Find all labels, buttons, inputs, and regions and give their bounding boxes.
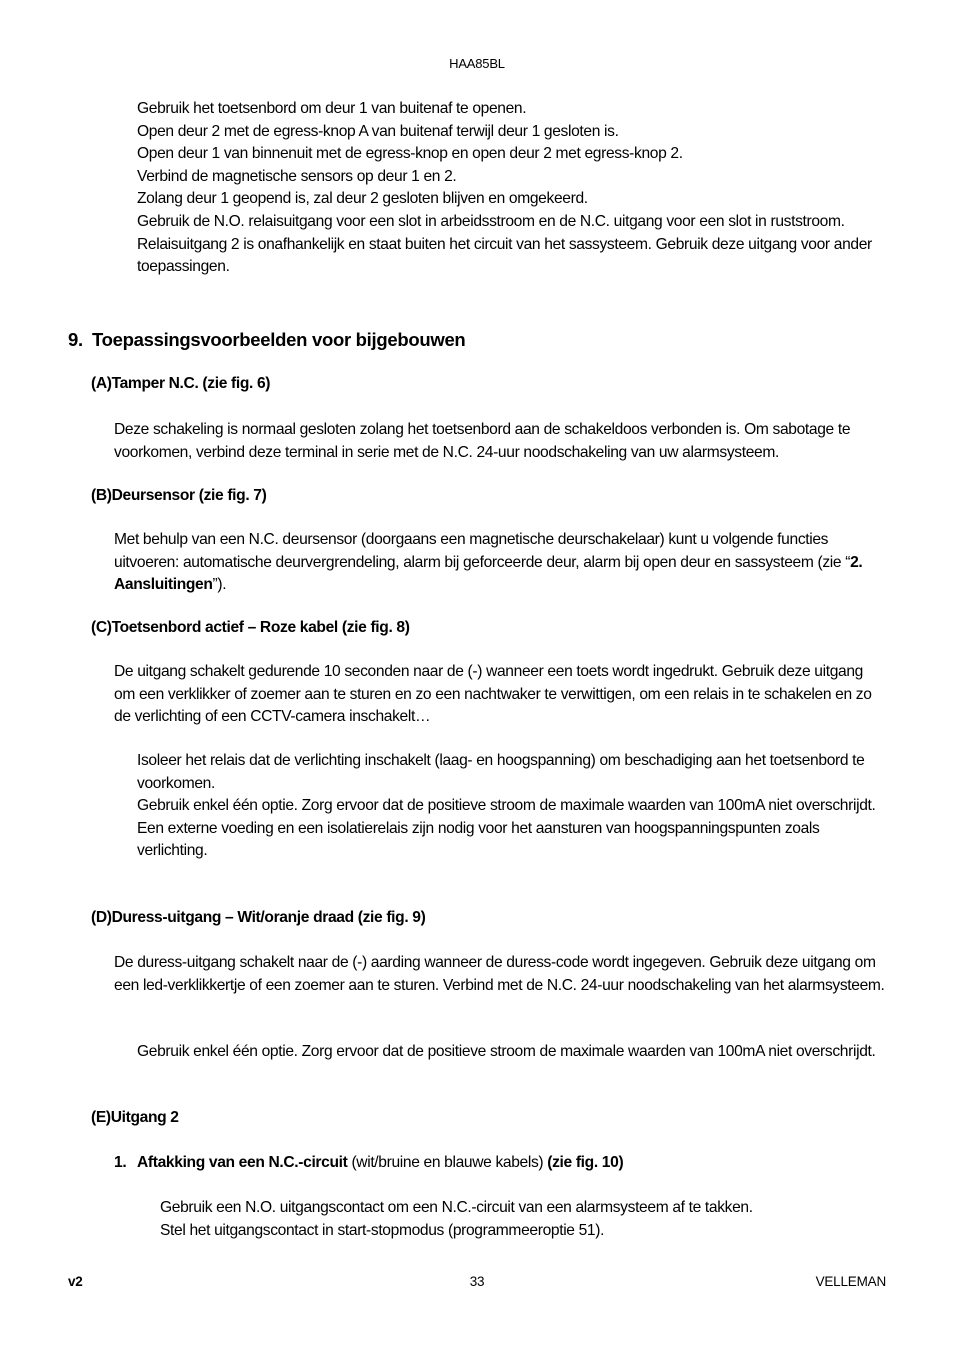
note-item: Een externe voeding en een isolatierelais zijn nodig voor het aansturen van hoogspanningspunten zoals verlichting. [137,819,820,860]
section-number: 9. [68,329,83,350]
note-item: Isoleer het relais dat de verlichting inschakelt (laag- en hoogspanning) om beschadiging aan het toetsenbord te voorkomen. [137,752,865,792]
paragraph-c: De uitgang schakelt gedurende 10 seconden naar de (-) wanneer een toets wordt ingedrukt. Gebruik deze uitgang om een verklikker of zoemer aan te sturen en zo een nachtwaker te verwittigen, om een relais in te schakelen en zo de verlichting of een CCTV-camera inschakelt… [114,663,872,726]
item-number: 1. [114,1154,127,1171]
note-d: Gebruik enkel één optie. Zorg ervoor dat de positieve stroom de maximale waarden van 100mA niet overschrijdt. [137,1043,876,1060]
intro-line: Open deur 1 van binnenuit met de egress-knop en open deur 2 met egress-knop 2. [137,145,683,163]
item-line: Gebruik een N.O. uitgangscontact om een N.C.-circuit van een alarmsysteem af te takken. [160,1199,753,1216]
intro-line: Verbind de magnetische sensors op deur 1 en 2. [137,167,457,185]
page-header-model: HAA85BL [449,56,505,71]
subheading-a: (A)Tamper N.C. (zie fig. 6) [91,375,271,392]
footer-page-number: 33 [469,1274,485,1289]
notes-c [137,750,877,863]
intro-line: Gebruik de N.O. relaisuitgang voor een slot in arbeidsstroom en de N.C. uitgang voor een slot in ruststroom. [137,212,845,230]
paragraph-d: De duress-uitgang schakelt naar de (-) aarding wanneer de duress-code wordt ingegeven. Gebruik deze uitgang om een led-verklikkertje of een zoemer aan te sturen. Verbind met de N.C. 24-uur noodschakeling van het alarmsysteem. [114,954,885,994]
section-heading [68,328,888,352]
intro-line: Open deur 2 met de egress-knop A van buitenaf terwijl deur 1 gesloten is. [137,122,619,140]
subheading-e: (E)Uitgang 2 [91,1109,179,1126]
paragraph-b [114,529,889,597]
item-description: (wit/bruine en blauwe kabels) [347,1154,548,1171]
item-e1-lines [160,1197,880,1242]
subheading-b: (B)Deursensor (zie fig. 7) [91,487,267,504]
section-title: Toepassingsvoorbeelden voor bijgebouwen [92,329,466,350]
intro-line: Relaisuitgang 2 is onafhankelijk en staat buiten het circuit van het sassysteem. Gebruik deze uitgang voor ander toepassingen. [137,235,872,276]
paragraph-a: Deze schakeling is normaal gesloten zolang het toetsenbord aan de schakeldoos verbonden is. Om sabotage te voorkomen, verbind deze terminal in serie met de N.C. 24-uur noodschakeling van uw alarmsysteem. [114,421,851,461]
intro-list [137,98,887,279]
intro-line: Zolang deur 1 geopend is, zal deur 2 gesloten blijven en omgekeerd. [137,190,588,208]
subheading-d: (D)Duress-uitgang – Wit/oranje draad (zie fig. 9) [91,909,426,926]
item-figure-ref: (zie fig. 10) [547,1154,624,1171]
subheading-c: (C)Toetsenbord actief – Roze kabel (zie fig. 8) [91,619,410,636]
item-title: Aftakking van een N.C.-circuit [137,1154,348,1171]
footer-brand: VELLEMAN [815,1274,886,1289]
numbered-item-e1 [114,1152,889,1175]
paragraph-b-end: ”). [212,576,227,594]
paragraph-b-reference: 2. Aansluitingen [114,553,863,594]
footer-version: v2 [68,1274,83,1289]
paragraph-b-text: Met behulp van een N.C. deursensor (doorgaans een magnetische deurschakelaar) kunt u volgende functies uitvoeren: automatische deurvergrendeling, alarm bij geforceerde deur, alarm bij open deur en sassysteem (zie “ [114,531,851,571]
intro-line: Gebruik het toetsenbord om deur 1 van buitenaf te openen. [137,100,527,117]
note-item: Gebruik enkel één optie. Zorg ervoor dat de positieve stroom de maximale waarden van 100mA niet overschrijdt. [137,797,876,815]
item-line: Stel het uitgangscontact in start-stopmodus (programmeeroptie 51). [160,1221,605,1239]
